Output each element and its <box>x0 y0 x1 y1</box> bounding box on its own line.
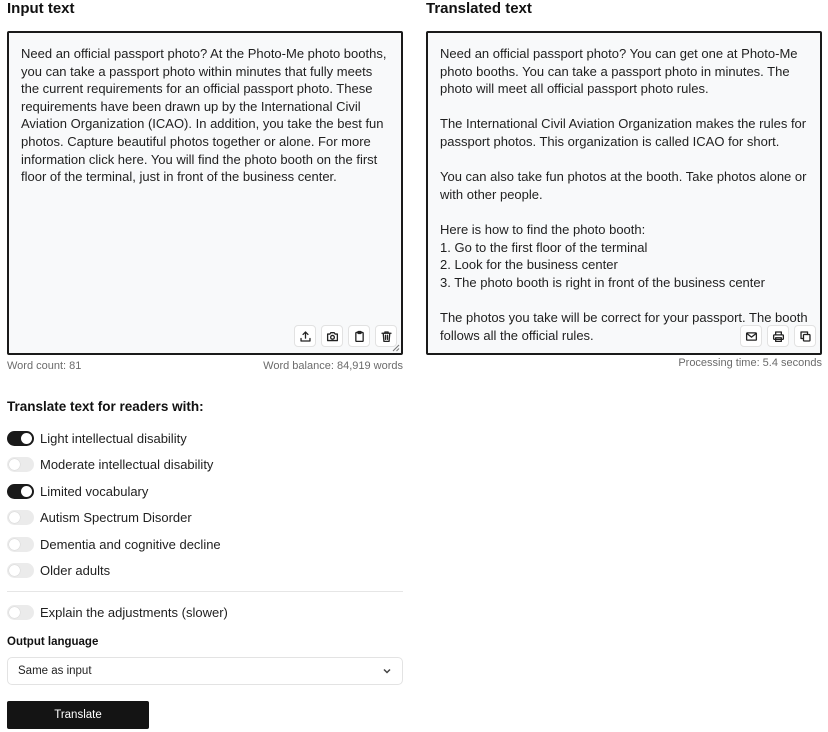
word-count: Word count: 81 <box>7 360 82 372</box>
toggle-older-adults[interactable] <box>7 560 110 580</box>
output-language-label: Output language <box>7 636 99 648</box>
translate-button[interactable]: Translate <box>7 701 149 729</box>
processing-time: Processing time: 5.4 seconds <box>678 357 822 369</box>
toggle-switch[interactable] <box>7 431 34 446</box>
toggle-autism-spectrum-disorder[interactable] <box>7 507 192 527</box>
resize-handle-icon[interactable] <box>392 344 400 352</box>
mail-icon[interactable] <box>740 325 762 347</box>
upload-icon[interactable] <box>294 325 316 347</box>
output-list-item: 1. Go to the first floor of the terminal <box>440 239 648 255</box>
toggle-label: Limited vocabulary <box>40 483 149 499</box>
output-paragraph <box>440 168 808 203</box>
input-text[interactable]: Need an official passport photo? At the Photo-Me photo booths, you can take a passport photo within minutes that fully meets the current requirements for an official passport photo. These requirements have been drawn up by the International Civil Aviation Organization (ICAO). In addition, you take the best fun photos. Capture beautiful photos together or alone. For more information click here. You will find the photo booth on the first floor of the terminal, just in front of the business center. <box>21 46 391 185</box>
toggle-label: Dementia and cognitive decline <box>40 536 221 552</box>
toggle-moderate-intellectual-disability[interactable] <box>7 454 213 474</box>
input-heading: Input text <box>7 0 75 17</box>
word-balance: Word balance: 84,919 words <box>263 360 403 372</box>
output-line: Here is how to find the photo booth: <box>440 221 646 237</box>
output-heading: Translated text <box>426 0 532 17</box>
toggle-limited-vocabulary[interactable] <box>7 481 148 501</box>
output-panel <box>426 31 822 355</box>
copy-icon[interactable] <box>794 325 816 347</box>
toggle-light-intellectual-disability[interactable] <box>7 428 187 448</box>
output-line: The photos you take will be correct for your passport. The booth follows all the official rules. <box>440 309 808 343</box>
output-toolbar <box>740 325 816 347</box>
output-line: The International Civil Aviation Organization makes the rules for passport photos. This organization is called ICAO for short. <box>440 116 807 149</box>
input-textarea[interactable] <box>7 31 403 355</box>
toggle-label: Explain the adjustments (slower) <box>40 604 228 620</box>
output-list-item: 3. The photo booth is right in front of the business center <box>440 274 765 290</box>
output-paragraph <box>440 115 808 150</box>
print-icon[interactable] <box>767 325 789 347</box>
camera-icon[interactable] <box>321 325 343 347</box>
toggle-switch[interactable] <box>7 537 34 552</box>
output-paragraph <box>440 221 808 291</box>
toggle-label: Older adults <box>40 562 111 578</box>
options-title: Translate text for readers with: <box>7 399 204 414</box>
output-paragraph <box>440 45 808 98</box>
toggle-switch[interactable] <box>7 605 34 620</box>
toggle-label: Moderate intellectual disability <box>40 456 214 472</box>
toggle-switch[interactable] <box>7 510 34 525</box>
output-line: You can also take fun photos at the booth. Take photos alone or with other people. <box>440 169 807 202</box>
translated-text <box>428 33 820 344</box>
toggle-dementia-cognitive-decline[interactable] <box>7 534 221 554</box>
toggle-label: Autism Spectrum Disorder <box>40 509 192 525</box>
toggle-switch[interactable] <box>7 484 34 499</box>
toggle-label: Light intellectual disability <box>40 430 187 446</box>
chevron-down-icon <box>382 666 392 676</box>
toggle-switch[interactable] <box>7 563 34 578</box>
clipboard-icon[interactable] <box>348 325 370 347</box>
toggle-explain-adjustments[interactable] <box>7 602 228 622</box>
output-line: Need an official passport photo? You can get one at Photo-Me photo booths. You can take a passport photo in minutes. The photo will meet all official passport photo rules. <box>440 46 798 97</box>
toggle-switch[interactable] <box>7 457 34 472</box>
output-language-value: Same as input <box>18 665 92 677</box>
input-toolbar <box>294 325 397 347</box>
output-list-item: 2. Look for the business center <box>440 257 618 273</box>
output-language-select[interactable] <box>7 657 403 685</box>
divider <box>7 591 403 592</box>
